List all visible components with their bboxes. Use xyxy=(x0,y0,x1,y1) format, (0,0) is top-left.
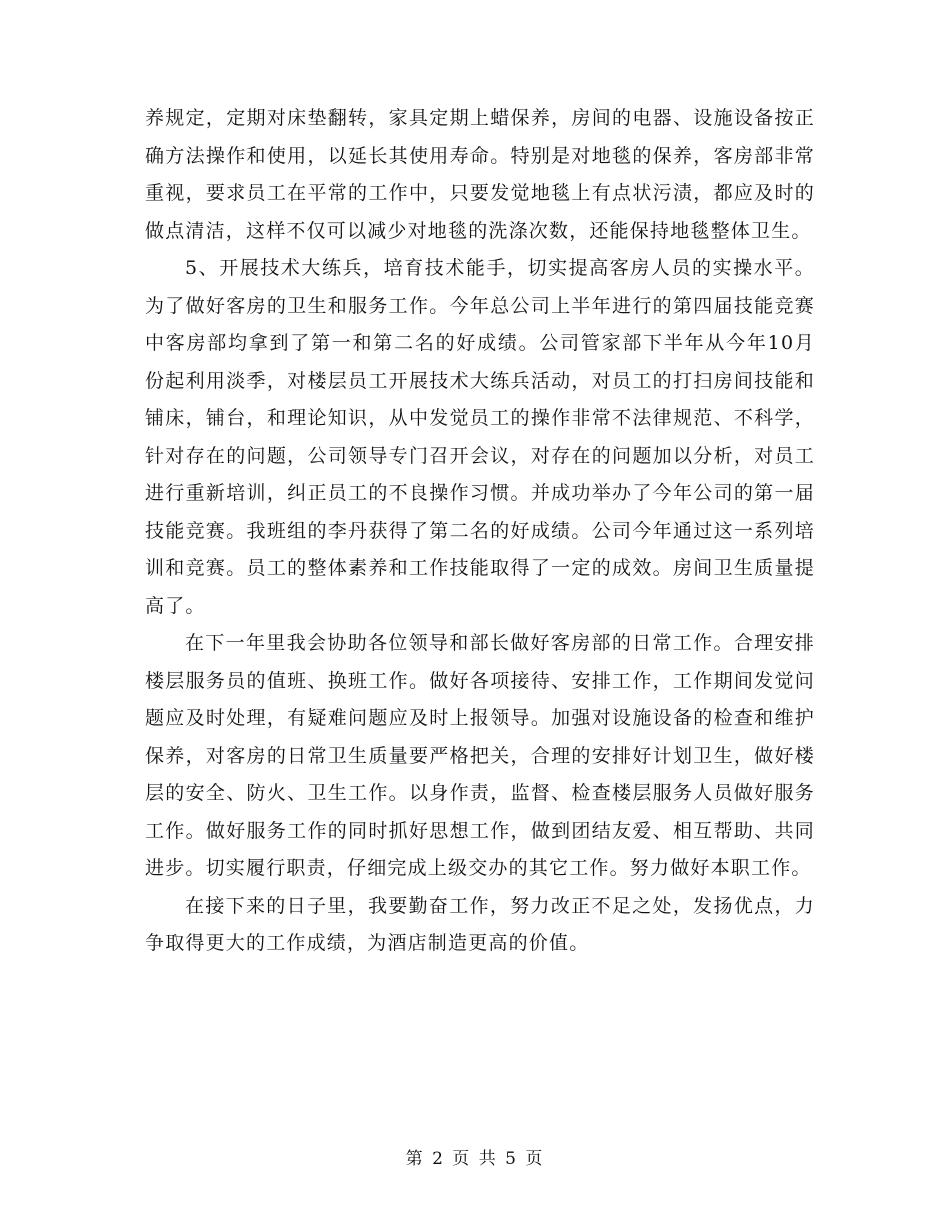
document-body xyxy=(145,100,815,963)
paragraph-maintenance: 养规定，定期对床垫翻转，家具定期上蜡保养，房间的电器、设施设备按正确方法操作和使用，以延长其使用寿命。特别是对地毯的保养，客房部非常重视，要求员工在平常的工作中，只要发觉地毯上有点状污渍，都应及时的做点清洁，这样不仅可以减少对地毯的洗涤次数，还能保持地毯整体卫生。 xyxy=(145,107,815,242)
paragraph-skills-training: 5、开展技术大练兵，培育技术能手，切实提高客房人员的实操水平。为了做好客房的卫生和服务工作。今年总公司上半年进行的第四届技能竞赛中客房部均拿到了第一和第二名的好成绩。公司管家部下半年从今年10月份起利用淡季，对楼层员工开展技术大练兵活动，对员工的打扫房间技能和铺床，铺台，和理论知识，从中发觉员工的操作非常不法律规范、不科学，针对存在的问题，公司领导专门召开会议，对存在的问题加以分析，对员工进行重新培训，纠正员工的不良操作习惯。并成功举办了今年公司的第一届技能竞赛。我班组的李丹获得了第二名的好成绩。公司今年通过这一系列培训和竞赛。员工的整体素养和工作技能取得了一定的成效。房间卫生质量提高了。 xyxy=(145,257,815,617)
page-number-footer: 第 2 页 共 5 页 xyxy=(405,1149,545,1169)
paragraph-closing: 在接下来的日子里，我要勤奋工作，努力改正不足之处，发扬优点，力争取得更大的工作成绩，为酒店制造更高的价值。 xyxy=(145,894,815,954)
paragraph-next-year-plan: 在下一年里我会协助各位领导和部长做好客房部的日常工作。合理安排楼层服务员的值班、换班工作。做好各项接待、安排工作，工作期间发觉问题应及时处理，有疑难问题应及时上报领导。加强对设施设备的检查和维护保养，对客房的日常卫生质量要严格把关，合理的安排好计划卫生，做好楼层的安全、防火、卫生工作。以身作责，监督、检查楼层服务人员做好服务工作。做好服务工作的同时抓好思想工作，做到团结友爱、相互帮助、共同进步。切实履行职责，仔细完成上级交办的其它工作。努力做好本职工作。 xyxy=(145,632,815,879)
